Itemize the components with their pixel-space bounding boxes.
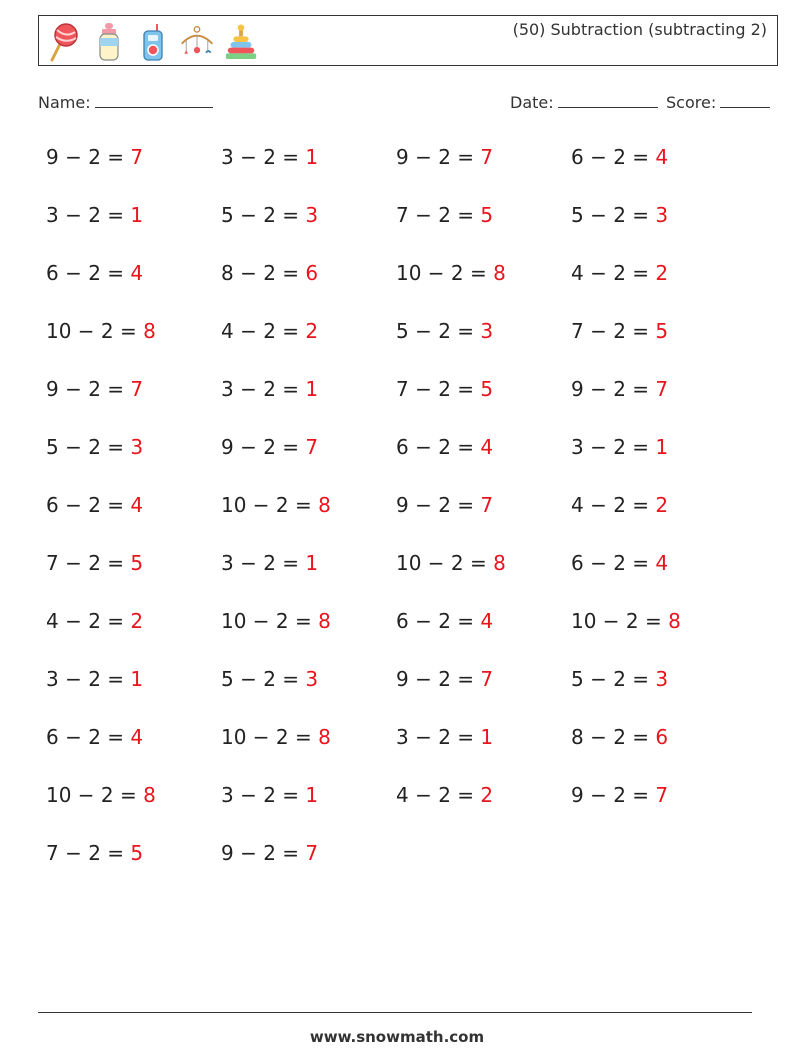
problem-question: 3 − 2 =	[221, 783, 306, 807]
problem-question: 5 − 2 =	[221, 203, 306, 227]
problem	[571, 435, 668, 459]
problem-answer: 3	[130, 435, 144, 459]
problem-question: 5 − 2 =	[221, 667, 306, 691]
problem-question: 5 − 2 =	[571, 203, 656, 227]
footer-url[interactable]: www.snowmath.com	[309, 1028, 485, 1046]
worksheet-title: (50) Subtraction (subtracting 2)	[512, 20, 767, 39]
problem-answer: 7	[655, 377, 669, 401]
problem-answer: 5	[480, 377, 494, 401]
problem	[396, 203, 493, 227]
problem-question: 10 − 2 =	[221, 609, 319, 633]
problem-question: 6 − 2 =	[571, 551, 656, 575]
problem-answer: 7	[305, 435, 319, 459]
baby-bottle-icon	[91, 22, 127, 62]
date-label: Date:	[510, 93, 554, 112]
problem-question: 9 − 2 =	[221, 841, 306, 865]
problem-question: 9 − 2 =	[396, 145, 481, 169]
problem-answer: 2	[130, 609, 144, 633]
problem	[571, 725, 668, 749]
problem-answer: 8	[668, 609, 681, 633]
problem-question: 10 − 2 =	[571, 609, 669, 633]
problem-answer: 7	[130, 145, 144, 169]
problem	[46, 203, 143, 227]
problem-answer: 6	[655, 725, 669, 749]
baby-monitor-icon	[135, 22, 171, 62]
problem-answer: 4	[130, 493, 144, 517]
problem-answer: 1	[305, 377, 319, 401]
date-field	[510, 93, 658, 112]
problem-answer: 4	[480, 609, 494, 633]
problem-question: 4 − 2 =	[46, 609, 131, 633]
problem-answer: 3	[305, 203, 319, 227]
name-blank[interactable]	[95, 93, 213, 108]
problem-answer: 8	[318, 609, 331, 633]
score-label: Score:	[666, 93, 717, 112]
problem-answer: 1	[130, 203, 144, 227]
problem	[46, 783, 156, 807]
problem-question: 9 − 2 =	[396, 667, 481, 691]
problem-question: 7 − 2 =	[396, 203, 481, 227]
problem-question: 7 − 2 =	[46, 551, 131, 575]
problem	[571, 493, 668, 517]
problem-question: 9 − 2 =	[46, 377, 131, 401]
problem	[571, 551, 668, 575]
problem	[396, 319, 493, 343]
problem-question: 3 − 2 =	[221, 377, 306, 401]
problem	[46, 145, 143, 169]
problem	[221, 725, 331, 749]
score-blank[interactable]	[720, 93, 770, 108]
problem-answer: 7	[655, 783, 669, 807]
problem-question: 5 − 2 =	[571, 667, 656, 691]
problem-answer: 5	[130, 841, 144, 865]
problem	[571, 667, 668, 691]
problem-question: 4 − 2 =	[221, 319, 306, 343]
problem-answer: 7	[480, 493, 494, 517]
problem-answer: 7	[480, 667, 494, 691]
problem-answer: 8	[493, 261, 506, 285]
problem-answer: 8	[143, 783, 156, 807]
problem	[571, 145, 668, 169]
problem-answer: 8	[143, 319, 156, 343]
problem-answer: 8	[493, 551, 506, 575]
problem-answer: 5	[480, 203, 494, 227]
problem-question: 5 − 2 =	[46, 435, 131, 459]
worksheet-header	[38, 15, 778, 66]
problem-answer: 4	[130, 725, 144, 749]
problem-answer: 4	[130, 261, 144, 285]
problem-answer: 2	[480, 783, 494, 807]
problem-answer: 1	[480, 725, 494, 749]
problem-question: 10 − 2 =	[221, 725, 319, 749]
footer-divider	[38, 1012, 752, 1013]
problem-answer: 5	[655, 319, 669, 343]
problem	[46, 261, 143, 285]
problem-answer: 1	[305, 551, 319, 575]
problem-question: 8 − 2 =	[221, 261, 306, 285]
problem-answer: 7	[305, 841, 319, 865]
problem	[221, 377, 318, 401]
problem	[221, 203, 318, 227]
problem-question: 4 − 2 =	[396, 783, 481, 807]
problem	[221, 841, 318, 865]
problem	[571, 261, 668, 285]
problem	[221, 319, 318, 343]
problem-answer: 1	[130, 667, 144, 691]
problem-question: 9 − 2 =	[571, 783, 656, 807]
info-row	[38, 93, 770, 115]
problem-answer: 2	[655, 493, 669, 517]
problem-question: 3 − 2 =	[571, 435, 656, 459]
date-blank[interactable]	[558, 93, 658, 108]
problem	[46, 551, 143, 575]
problem-question: 4 − 2 =	[571, 261, 656, 285]
problem-answer: 1	[655, 435, 669, 459]
problem-answer: 2	[655, 261, 669, 285]
problem-answer: 1	[305, 783, 319, 807]
problem	[571, 783, 668, 807]
problem-answer: 7	[480, 145, 494, 169]
problem-answer: 4	[480, 435, 494, 459]
problem-question: 9 − 2 =	[396, 493, 481, 517]
problem	[396, 551, 506, 575]
problem	[396, 783, 493, 807]
problem	[396, 145, 493, 169]
problem-question: 6 − 2 =	[396, 435, 481, 459]
problem-question: 6 − 2 =	[46, 261, 131, 285]
problem-question: 3 − 2 =	[46, 203, 131, 227]
problem-question: 7 − 2 =	[46, 841, 131, 865]
problem-answer: 3	[655, 203, 669, 227]
problem-question: 10 − 2 =	[396, 551, 494, 575]
problem	[46, 725, 143, 749]
problem-question: 3 − 2 =	[221, 551, 306, 575]
problem	[396, 667, 493, 691]
problem-question: 3 − 2 =	[46, 667, 131, 691]
problem-question: 3 − 2 =	[221, 145, 306, 169]
problem-answer: 8	[318, 725, 331, 749]
problem-question: 6 − 2 =	[571, 145, 656, 169]
problem-answer: 6	[305, 261, 319, 285]
problem	[46, 609, 143, 633]
problem	[396, 261, 506, 285]
problem	[396, 435, 493, 459]
problem-question: 10 − 2 =	[396, 261, 494, 285]
problem-answer: 8	[318, 493, 331, 517]
stacking-rings-icon	[223, 22, 259, 62]
problem-question: 10 − 2 =	[221, 493, 319, 517]
problem-answer: 7	[130, 377, 144, 401]
name-field	[38, 93, 213, 112]
problem-answer: 4	[655, 145, 669, 169]
problem-question: 10 − 2 =	[46, 319, 144, 343]
problem-question: 9 − 2 =	[571, 377, 656, 401]
problem-answer: 3	[305, 667, 319, 691]
problem-question: 5 − 2 =	[396, 319, 481, 343]
problem-question: 6 − 2 =	[396, 609, 481, 633]
problem	[46, 319, 156, 343]
problem-question: 8 − 2 =	[571, 725, 656, 749]
problem-answer: 2	[305, 319, 319, 343]
problem-answer: 3	[480, 319, 494, 343]
problem	[221, 551, 318, 575]
problem	[221, 783, 318, 807]
problem	[221, 261, 318, 285]
problem-question: 9 − 2 =	[221, 435, 306, 459]
name-label: Name:	[38, 93, 91, 112]
problem	[221, 435, 318, 459]
problem	[396, 493, 493, 517]
problem-answer: 3	[655, 667, 669, 691]
problem	[396, 377, 493, 401]
problem	[46, 841, 143, 865]
problem	[221, 609, 331, 633]
problem-answer: 4	[655, 551, 669, 575]
problem-question: 4 − 2 =	[571, 493, 656, 517]
problem-question: 6 − 2 =	[46, 493, 131, 517]
problem	[571, 609, 681, 633]
problem	[571, 319, 668, 343]
problem	[46, 667, 143, 691]
baby-mobile-icon	[179, 22, 215, 62]
problem	[221, 493, 331, 517]
problem-answer: 5	[130, 551, 144, 575]
problem	[571, 203, 668, 227]
problem	[46, 435, 143, 459]
problem-answer: 1	[305, 145, 319, 169]
problem-question: 7 − 2 =	[396, 377, 481, 401]
problem	[46, 377, 143, 401]
problem-question: 7 − 2 =	[571, 319, 656, 343]
problem-question: 9 − 2 =	[46, 145, 131, 169]
problem	[571, 377, 668, 401]
problem	[396, 609, 493, 633]
problem-question: 10 − 2 =	[46, 783, 144, 807]
problem	[221, 145, 318, 169]
score-field	[666, 93, 770, 112]
problem	[46, 493, 143, 517]
lollipop-icon	[47, 22, 83, 62]
header-icons	[47, 22, 259, 62]
problem-question: 6 − 2 =	[46, 725, 131, 749]
problem	[221, 667, 318, 691]
problem-question: 3 − 2 =	[396, 725, 481, 749]
problem	[396, 725, 493, 749]
